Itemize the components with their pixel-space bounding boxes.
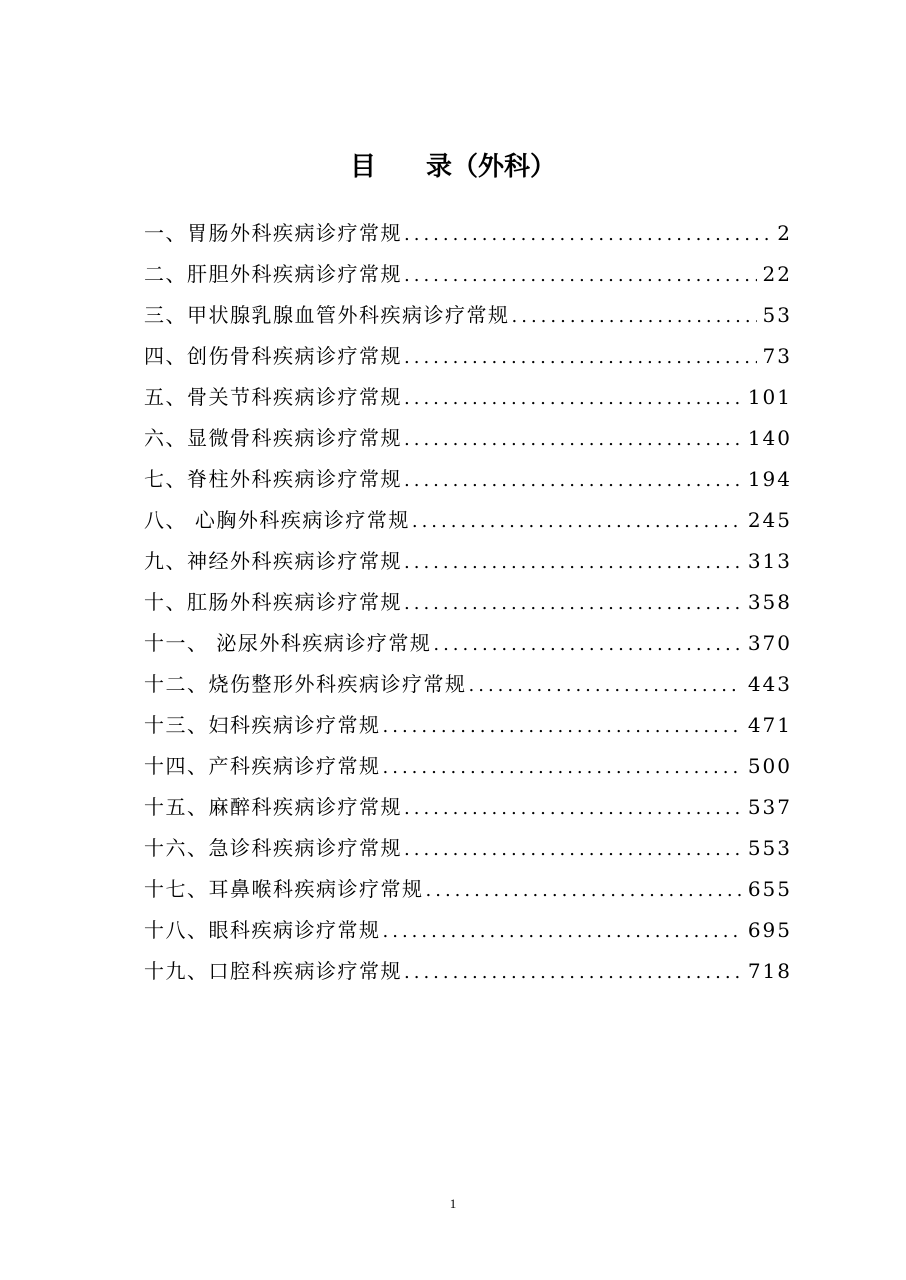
toc-entry[interactable]	[144, 787, 792, 828]
toc-entry[interactable]	[144, 500, 792, 541]
toc-dot-leader	[404, 542, 742, 583]
toc-entry-label: 七、脊柱外科疾病诊疗常规	[144, 467, 402, 491]
toc-entry-page: 53	[762, 303, 792, 327]
toc-dot-leader	[404, 337, 757, 378]
toc-dot-leader	[404, 583, 742, 624]
toc-dot-leader	[383, 747, 742, 788]
toc-entry-page: 471	[747, 713, 792, 737]
toc-entry-page: 73	[762, 344, 792, 368]
toc-entry-page: 718	[747, 959, 792, 983]
toc-entry[interactable]	[144, 213, 792, 254]
toc-entry-label: 十三、妇科疾病诊疗常规	[144, 713, 381, 737]
toc-entry-page: 500	[747, 754, 792, 778]
toc-dot-leader	[404, 788, 742, 829]
toc-entry-label: 十八、眼科疾病诊疗常规	[144, 918, 381, 942]
toc-entry-page: 2	[777, 221, 792, 245]
toc-entry-label: 十七、耳鼻喉科疾病诊疗常规	[144, 877, 424, 901]
toc-entry[interactable]	[144, 869, 792, 910]
toc-dot-leader	[383, 706, 742, 747]
toc-dot-leader	[512, 296, 757, 337]
toc-entry[interactable]	[144, 541, 792, 582]
toc-entry-label: 四、创伤骨科疾病诊疗常规	[144, 344, 402, 368]
toc-entry-label: 十九、口腔科疾病诊疗常规	[144, 959, 402, 983]
toc-entry-page: 655	[747, 877, 792, 901]
toc-dot-leader	[412, 501, 742, 542]
toc-entry-page: 101	[747, 385, 792, 409]
toc-entry-label: 十二、烧伤整形外科疾病诊疗常规	[144, 672, 467, 696]
table-of-contents	[144, 213, 792, 992]
page-title	[0, 145, 906, 189]
toc-entry[interactable]	[144, 377, 792, 418]
toc-entry-label: 十六、急诊科疾病诊疗常规	[144, 836, 402, 860]
toc-entry-page: 553	[747, 836, 792, 860]
toc-entry[interactable]	[144, 582, 792, 623]
page-number: 1	[449, 1196, 457, 1211]
toc-entry[interactable]	[144, 336, 792, 377]
toc-dot-leader	[433, 624, 741, 665]
toc-entry-label: 十一、 泌尿外科疾病诊疗常规	[144, 631, 432, 655]
toc-dot-leader	[426, 870, 742, 911]
toc-entry[interactable]	[144, 623, 792, 664]
toc-dot-leader	[404, 460, 742, 501]
toc-entry-page: 695	[747, 918, 792, 942]
toc-entry-page: 140	[747, 426, 792, 450]
toc-entry-page: 245	[747, 508, 792, 532]
toc-dot-leader	[404, 952, 742, 993]
toc-dot-leader	[404, 829, 742, 870]
toc-entry-page: 22	[762, 262, 792, 286]
toc-entry-label: 三、甲状腺乳腺血管外科疾病诊疗常规	[144, 303, 510, 327]
toc-entry-page: 537	[747, 795, 792, 819]
toc-entry[interactable]	[144, 746, 792, 787]
toc-entry-label: 六、显微骨科疾病诊疗常规	[144, 426, 402, 450]
toc-dot-leader	[404, 255, 757, 296]
toc-entry[interactable]	[144, 418, 792, 459]
toc-dot-leader	[404, 214, 771, 255]
toc-entry-page: 370	[747, 631, 792, 655]
toc-dot-leader	[383, 911, 742, 952]
toc-entry[interactable]	[144, 664, 792, 705]
toc-entry-label: 五、骨关节科疾病诊疗常规	[144, 385, 402, 409]
toc-entry-label: 十四、产科疾病诊疗常规	[144, 754, 381, 778]
toc-entry-page: 194	[747, 467, 792, 491]
toc-entry-page: 358	[747, 590, 792, 614]
toc-entry-label: 十、肛肠外科疾病诊疗常规	[144, 590, 402, 614]
toc-entry-label: 十五、麻醉科疾病诊疗常规	[144, 795, 402, 819]
toc-entry-label: 九、神经外科疾病诊疗常规	[144, 549, 402, 573]
toc-entry[interactable]	[144, 459, 792, 500]
title-part-1: 目	[349, 152, 376, 183]
toc-dot-leader	[404, 378, 742, 419]
toc-entry-label: 二、肝胆外科疾病诊疗常规	[144, 262, 402, 286]
toc-dot-leader	[469, 665, 742, 706]
toc-entry-label: 一、胃肠外科疾病诊疗常规	[144, 221, 402, 245]
toc-entry[interactable]	[144, 951, 792, 992]
toc-entry[interactable]	[144, 910, 792, 951]
toc-entry-page: 443	[747, 672, 792, 696]
title-part-2: 录（外科）	[426, 152, 557, 183]
toc-dot-leader	[404, 419, 742, 460]
toc-entry-page: 313	[747, 549, 792, 573]
toc-entry[interactable]	[144, 295, 792, 336]
toc-entry[interactable]	[144, 254, 792, 295]
toc-entry[interactable]	[144, 705, 792, 746]
toc-entry[interactable]	[144, 828, 792, 869]
toc-entry-label: 八、 心胸外科疾病诊疗常规	[144, 508, 410, 532]
